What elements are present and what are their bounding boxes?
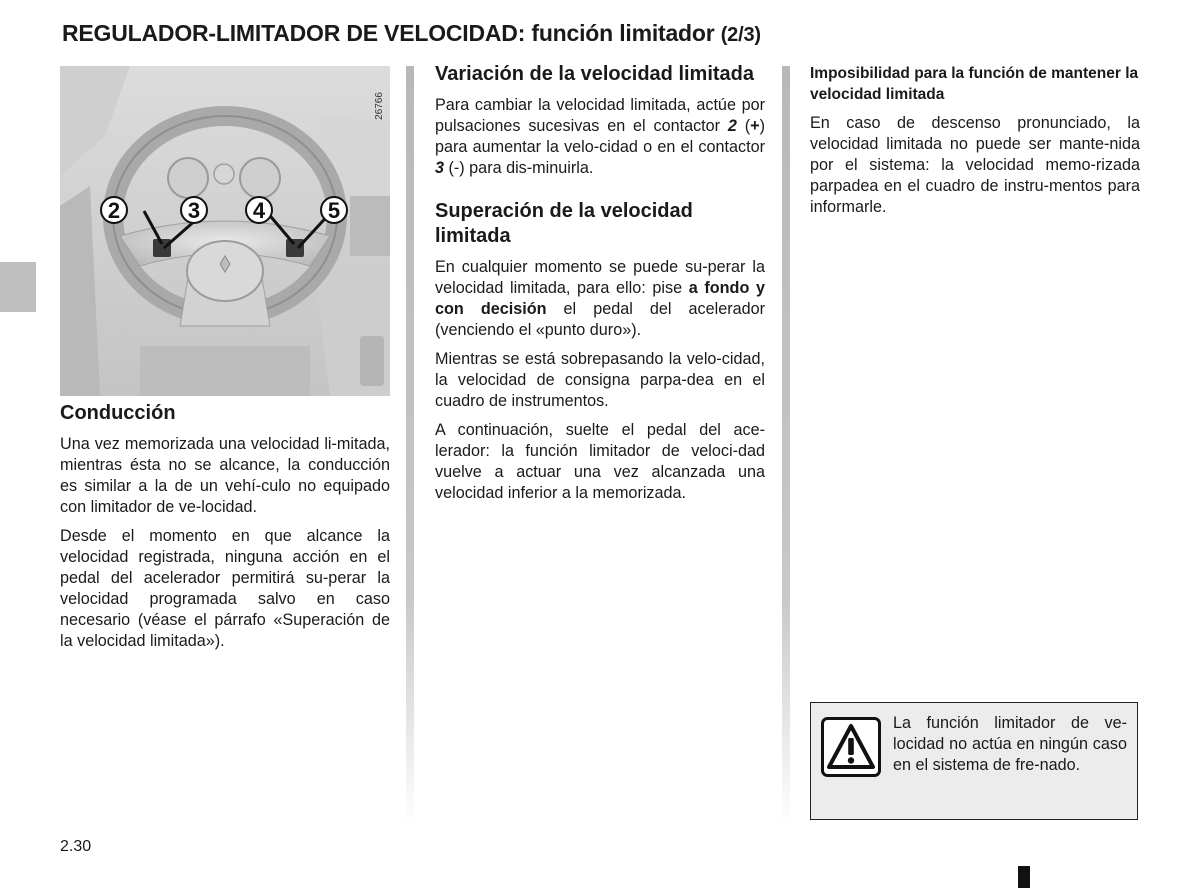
paragraph: En caso de descenso pronunciado, la velocidad limitada no puede ser mante-nida por el sistema: la velocidad memo-rizada parpadea en el cuadro de instru-mentos para informarle.: [810, 114, 1140, 216]
heading-superacion: Superación de la velocidad limitada: [435, 200, 693, 247]
steering-wheel-drawing: [60, 66, 390, 396]
page-part: (2/3): [720, 24, 761, 46]
paragraph: Desde el momento en que alcance la velocidad registrada, ninguna acción en el pedal del acelerador permitirá su-perar la velocidad programada salvo en caso necesario (véase el párrafo «Superación de la velocidad limitada»).: [60, 527, 390, 650]
heading-imposibilidad: Imposibilidad para la función de mantener la velocidad limitada: [810, 65, 1139, 103]
warning-text: La función limitador de ve-locidad no actúa en ningún caso en el sistema de fre-nado.: [893, 714, 1127, 774]
column-2: [435, 62, 765, 512]
heading-variacion: Variación de la velocidad limitada: [435, 63, 755, 85]
paragraph-variacion: Para cambiar la velocidad limitada, actúe por pulsaciones sucesivas en el contactor 2 (+) para aumentar la velo-cidad o en el contactor 3 (-) para dis-minuirla.: [435, 96, 765, 177]
column-3: [810, 63, 1140, 226]
callout-4: 4: [252, 198, 266, 223]
column-separator-2: [782, 66, 790, 826]
warning-box: [810, 702, 1138, 820]
page-edge-marker: [1018, 866, 1030, 888]
column-separator-1: [406, 66, 414, 826]
paragraph: Una vez memorizada una velocidad li-mitada, mientras ésta no se alcance, la conducción es similar a la de un vehí-culo no equipado con limitador de ve-locidad.: [60, 435, 390, 516]
page-number: 2.30: [60, 838, 92, 855]
paragraph: Mientras se está sobrepasando la velo-cidad, la velocidad de consigna parpa-dea en el cuadro de instrumentos.: [435, 350, 765, 410]
paragraph-superacion: En cualquier momento se puede su-perar la velocidad limitada, para ello: pise a fondo y con decisión el pedal del acelerador (venciendo el «punto duro»).: [435, 258, 765, 339]
steering-wheel-illustration: [60, 66, 390, 396]
page-title: REGULADOR-LIMITADOR DE VELOCIDAD: función limitador (2/3): [62, 20, 761, 46]
callout-5: 5: [327, 198, 341, 223]
limiter-switch-right-lower: [286, 239, 304, 257]
heading-conduccion: Conducción: [60, 402, 176, 424]
figure-code: 26766: [374, 92, 385, 120]
warning-triangle-icon: [821, 717, 881, 782]
callout-3: 3: [187, 198, 201, 223]
section-tab: [0, 262, 36, 312]
callout-2: 2: [107, 198, 121, 223]
paragraph: A continuación, suelte el pedal del ace-lerador: la función limitador de veloci-dad vuelve a actuar una vez alcanzada una velocidad inferior a la memorizada.: [435, 421, 765, 502]
column-1: [60, 401, 390, 660]
